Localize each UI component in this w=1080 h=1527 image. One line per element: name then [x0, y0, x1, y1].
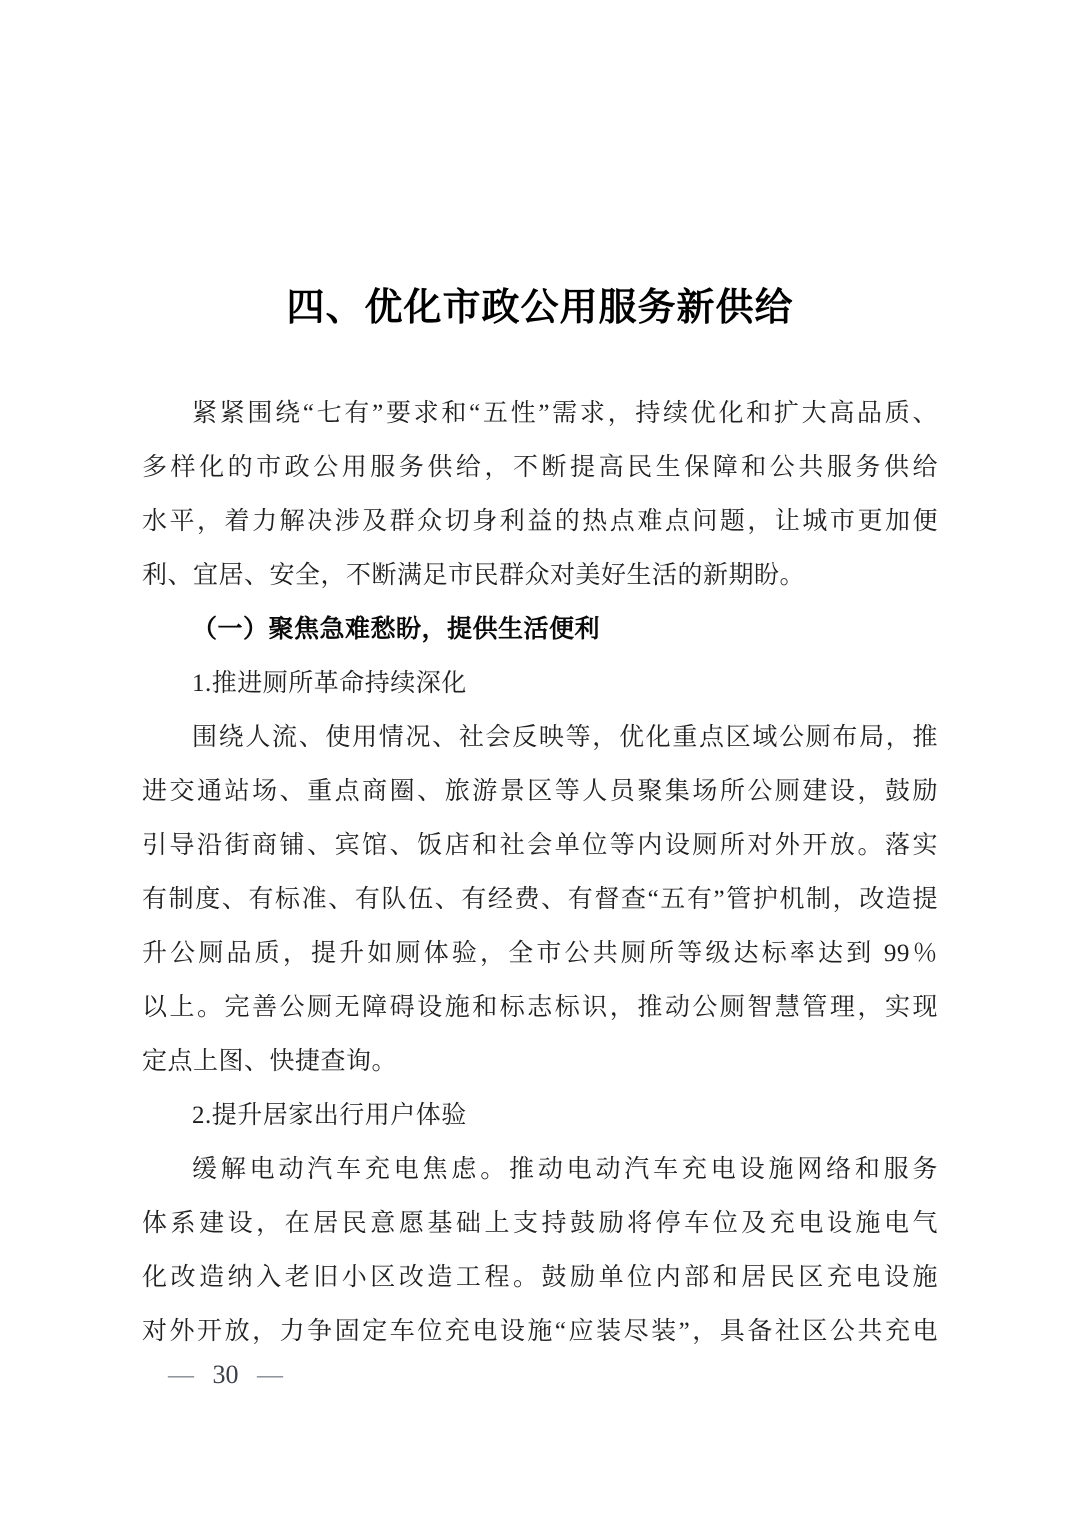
footer-page-number: 30: [212, 1360, 239, 1389]
body-line: 有制度、有标准、有队伍、有经费、有督查“五有”管护机制，改造提: [142, 886, 938, 913]
subsection-heading: 1.推进厕所革命持续深化: [192, 670, 467, 697]
body-line: 围绕人流、使用情况、社会反映等，优化重点区域公厕布局，推: [192, 724, 938, 751]
document-body: [142, 387, 938, 1359]
body-line: 以上。完善公厕无障碍设施和标志标识，推动公厕智慧管理，实现: [142, 994, 938, 1021]
body-line: 化改造纳入老旧小区改造工程。鼓励单位内部和居民区充电设施: [142, 1264, 938, 1291]
body-line: 引导沿街商铺、宾馆、饭店和社会单位等内设厕所对外开放。落实: [142, 832, 938, 859]
body-line: 升公厕品质，提升如厕体验，全市公共厕所等级达标率达到 99％: [142, 940, 938, 967]
body-line: 多样化的市政公用服务供给，不断提高民生保障和公共服务供给: [142, 454, 938, 481]
body-line: 定点上图、快捷查询。: [142, 1048, 398, 1075]
body-line: 对外开放，力争固定车位充电设施“应装尽装”，具备社区公共充电: [142, 1318, 938, 1345]
body-line: 体系建设，在居民意愿基础上支持鼓励将停车位及充电设施电气: [142, 1210, 938, 1237]
chapter-title: 四、优化市政公用服务新供给: [286, 287, 794, 329]
body-line: 利、宜居、安全，不断满足市民群众对美好生活的新期盼。: [142, 562, 806, 589]
body-line: 水平，着力解决涉及群众切身利益的热点难点问题，让城市更加便: [142, 508, 938, 535]
body-line: 紧紧围绕“七有”要求和“五性”需求，持续优化和扩大高品质、: [192, 400, 938, 427]
body-line: 进交通站场、重点商圈、旅游景区等人员聚集场所公厕建设，鼓励: [142, 778, 938, 805]
section-heading: （一）聚焦急难愁盼，提供生活便利: [192, 616, 601, 643]
footer-dash-left: —: [168, 1360, 194, 1389]
page-footer: [168, 1360, 283, 1390]
subsection-heading: 2.提升居家出行用户体验: [192, 1102, 467, 1129]
footer-dash-right: —: [257, 1360, 283, 1389]
body-line: 缓解电动汽车充电焦虑。推动电动汽车充电设施网络和服务: [192, 1156, 938, 1183]
